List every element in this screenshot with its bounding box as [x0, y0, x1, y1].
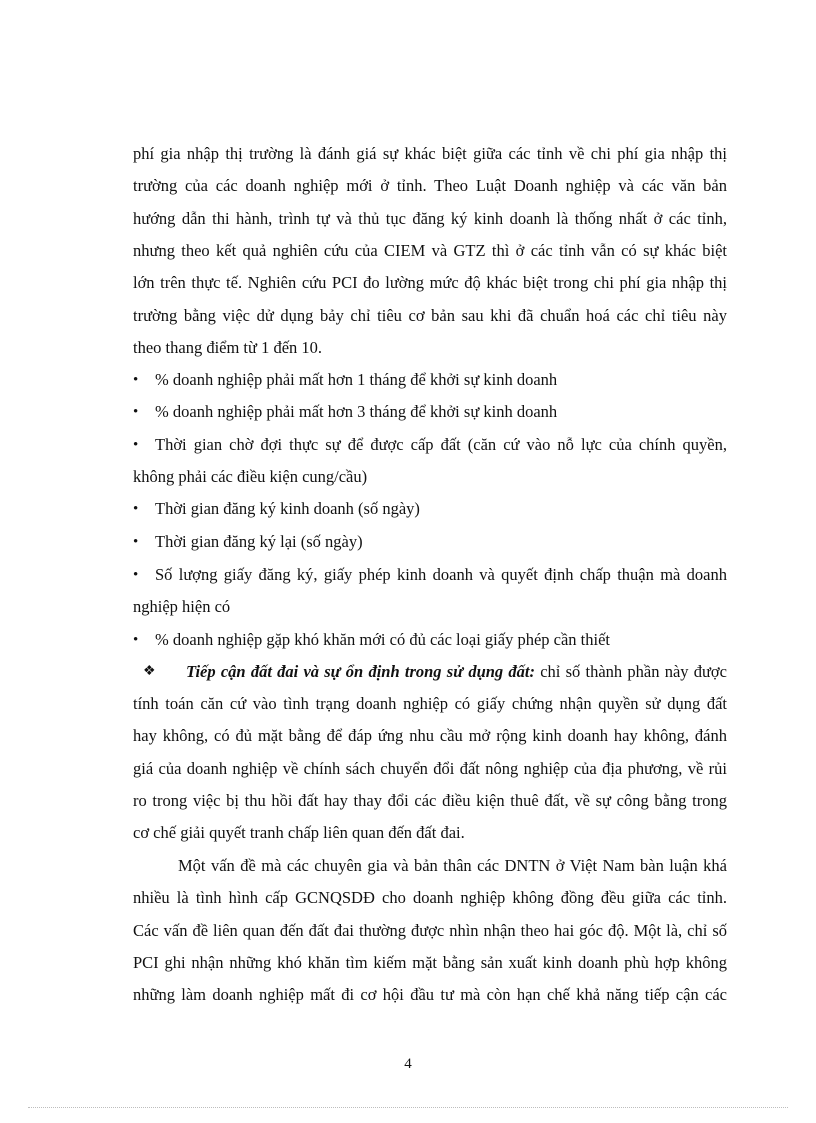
bullet-text: % doanh nghiệp gặp khó khăn mới có đủ các loại giấy phép cần thiết [155, 630, 611, 649]
bullet-icon: • [133, 534, 139, 550]
bullet-text: % doanh nghiệp phải mất hơn 1 tháng để khởi sự kinh doanh [155, 370, 558, 389]
paragraph-line: lớn trên thực tế. Nghiên cứu PCI đo lường mức độ khác biệt trong chi phí gia nhập thị [133, 273, 727, 292]
paragraph-line: Các vấn đề liên quan đến đất đai thường được nhìn nhận theo hai góc độ. Một là, chỉ số [133, 921, 727, 940]
diamond-bullet-icon: ❖ [143, 664, 156, 679]
page-number: 4 [404, 1056, 412, 1072]
bullet-item [133, 565, 727, 585]
bullet-icon: • [133, 372, 139, 388]
section-line: cơ chế giải quyết tranh chấp liên quan đến đất đai. [133, 823, 465, 842]
bullet-item [133, 370, 727, 390]
bullet-text: Thời gian đăng ký lại (số ngày) [155, 532, 363, 551]
section-line: ro trong việc bị thu hồi đất hay thay đổi các điều kiện thuê đất, về sự công bằng trong [133, 791, 727, 810]
bullet-text: Thời gian đăng ký kinh doanh (số ngày) [155, 499, 420, 518]
bullet-continuation: nghiệp hiện có [133, 597, 231, 616]
bullet-item [133, 630, 727, 650]
bullet-item [133, 402, 727, 422]
bullet-continuation: không phải các điều kiện cung/cầu) [133, 467, 368, 486]
bullet-item [133, 499, 727, 519]
bullet-icon: • [133, 567, 139, 583]
paragraph-line: PCI ghi nhận những khó khăn tìm kiếm mặt bằng sản xuất kinh doanh phù hợp không [133, 953, 727, 972]
section-line: giá của doanh nghiệp về chính sách chuyển đổi đất nông nghiệp của địa phương, về rủi [133, 759, 727, 778]
section-line: tính toán căn cứ vào tình trạng doanh nghiệp có giấy chứng nhận quyền sử dụng đất [133, 694, 727, 713]
paragraph-line: trường bằng việc dử dụng bảy chỉ tiêu cơ bản sau khi đã chuẩn hoá các chỉ tiêu này [133, 306, 727, 325]
section-heading-rest: chỉ số thành phần này được [534, 662, 727, 681]
section-heading-line [186, 662, 727, 682]
paragraph-line: hướng dẫn thi hành, trình tự và thủ tục đăng ký kinh doanh là thống nhất ở các tỉnh, [133, 209, 727, 228]
bullet-icon: • [133, 404, 139, 420]
bullet-icon: • [133, 437, 139, 453]
bullet-text: % doanh nghiệp phải mất hơn 3 tháng để khởi sự kinh doanh [155, 402, 558, 421]
paragraph-line: nhưng theo kết quả nghiên cứu của CIEM và GTZ thì ở các tỉnh vẫn có sự khác biệt [133, 241, 727, 260]
section-line: hay không, có đủ mặt bằng để đáp ứng nhu cầu mở rộng kinh doanh hay không, đánh [133, 726, 727, 745]
bullet-item [133, 435, 727, 455]
paragraph-line: nhiều là tình hình cấp GCNQSDĐ cho doanh nghiệp không đồng đều giữa các tỉnh. [133, 888, 727, 907]
section-heading: Tiếp cận đất đai và sự ổn định trong sử dụng đất: [186, 662, 535, 681]
paragraph-line: theo thang điểm từ 1 đến 10. [133, 338, 323, 357]
paragraph-line: trường của các doanh nghiệp mới ở tỉnh. Theo Luật Doanh nghiệp và các văn bản [133, 176, 727, 195]
bullet-text: Số lượng giấy đăng ký, giấy phép kinh doanh và quyết định chấp thuận mà doanh [155, 565, 727, 584]
bullet-text: Thời gian chờ đợi thực sự để được cấp đất (căn cứ vào nỗ lực của chính quyền, [155, 435, 727, 454]
footer-border [28, 1107, 788, 1108]
bullet-icon: • [133, 632, 139, 648]
paragraph-line: Một vấn đề mà các chuyên gia và bản thân các DNTN ở Việt Nam bàn luận khá [178, 856, 727, 875]
bullet-icon: • [133, 501, 139, 517]
bullet-item [133, 532, 727, 552]
paragraph-line: phí gia nhập thị trường là đánh giá sự khác biệt giữa các tỉnh về chi phí gia nhập thị [133, 144, 727, 163]
paragraph-line: những làm doanh nghiệp mất đi cơ hội đầu tư mà còn hạn chế khả năng tiếp cận các [133, 985, 727, 1004]
